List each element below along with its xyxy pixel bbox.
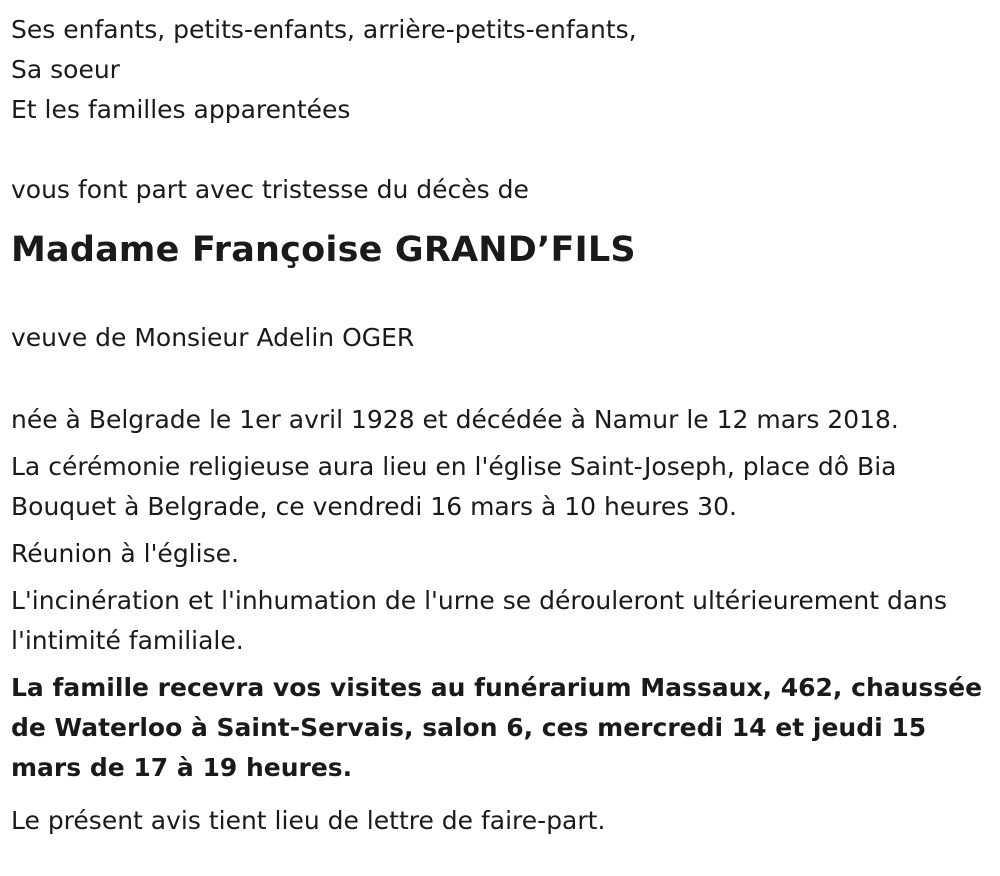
visits-paragraph: La famille recevra vos visites au funérarium Massaux, 462, chaussée de Waterloo à Saint-Servais, salon 6, ces mercredi 14 et jeudi 15 mars de 17 à 19 heures. (11, 673, 983, 782)
spacer (11, 290, 986, 318)
closing-paragraph: Le présent avis tient lieu de lettre de faire-part. (11, 806, 606, 835)
birth-death-paragraph: née à Belgrade le 1er avril 1928 et décédée à Namur le 12 mars 2018. (11, 405, 899, 434)
cremation-paragraph: L'incinération et l'inhumation de l'urne se dérouleront ultérieurement dans l'intimité familiale. (11, 586, 948, 655)
reunion-paragraph: Réunion à l'église. (11, 539, 239, 568)
spacer (11, 130, 986, 170)
deceased-name: Madame Françoise GRAND’FILS (11, 230, 636, 270)
families-line-relatives: Et les familles apparentées (11, 95, 351, 124)
announcement-text: vous font part avec tristesse du décès de (11, 175, 529, 204)
spacer (11, 358, 986, 400)
widow-of-text: veuve de Monsieur Adelin OGER (11, 323, 415, 352)
obituary-notice (11, 10, 986, 848)
ceremony-paragraph: La cérémonie religieuse aura lieu en l'église Saint-Joseph, place dô Bia Bouquet à Belgrade, ce vendredi 16 mars à 10 heures 30. (11, 452, 897, 521)
families-line-children: Ses enfants, petits-enfants, arrière-petits-enfants, (11, 15, 637, 44)
families-line-sister: Sa soeur (11, 55, 120, 84)
